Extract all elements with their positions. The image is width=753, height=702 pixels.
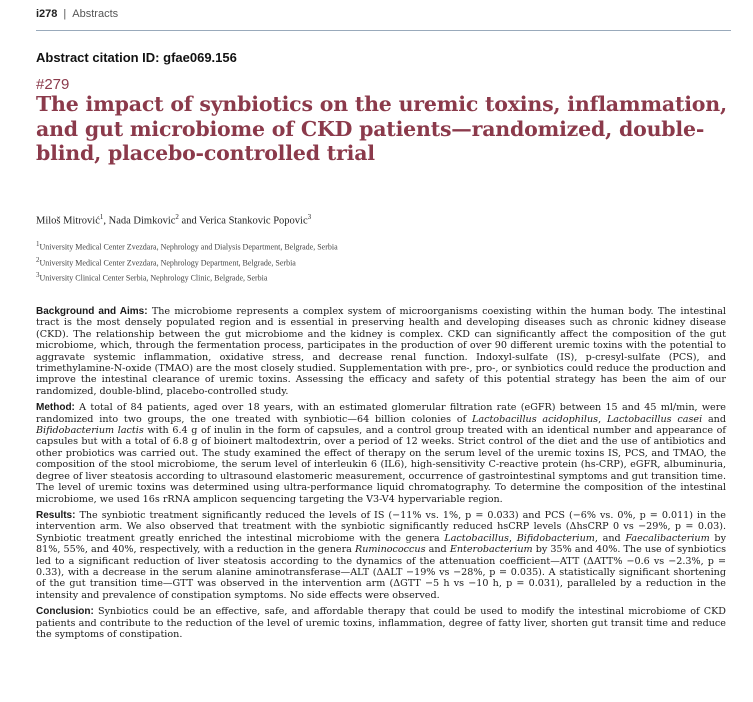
author-list: Miloš Mitrović$^1$, Nada Dimkovic$^2$ and Verica Stankovic Popovic$^3$ (36, 213, 312, 227)
abstract-body (36, 306, 726, 645)
affiliation-list (36, 238, 338, 285)
author-name: Verica Stankovic Popovic (199, 215, 308, 227)
abstract-number: #279 (36, 76, 70, 93)
running-header (36, 8, 717, 20)
affiliation: $^2$University Medical Center Zvezdara, Nephrology Department, Belgrade, Serbia (36, 255, 296, 268)
author-affiliation-mark: 3 (307, 213, 312, 221)
section-label: Conclusion: (36, 606, 94, 618)
section-label: Results: (36, 509, 76, 521)
page-number: i278 (36, 8, 58, 20)
author-name: Nada Dimkovic (108, 215, 176, 227)
affiliation: $^3$University Clinical Center Serbia, Nephrology Clinic, Belgrade, Serbia (36, 271, 268, 283)
citation-id: Abstract citation ID: gfae069.156 (36, 50, 237, 65)
method-section: Method: A total of 84 patients, aged over 18 years, with an estimated glomerular filtration rate (eGFR) between 15 and 45 ml/min, were randomized into two groups, the one treated with synbiotic—64 billion colonies of Lactobacillus acidophilus, Lactobacillus casei and Bifidobacterium lactis with 6.4 g of inulin in the form of capsules, and a control group treated with an identical number and appearance of capsules but with a total of 6.8 g of bioinert maltodextrin, over a period of 12 weeks. Strict control of the diet and the use of antibiotics and other probiotics was carried out. The study examined the effect of therapy on the serum level of the uremic toxins IS, PCS, and TMAO, the composition of the stool microbiome, the serum level of interleukin 6 (IL6), high-sensitivity C-reactive protein (hs-CRP), eGFR, albuminuria, degree of liver steatosis according to ultrasound elastomeric measurement, occurrence of gastrointestinal symptoms and gut transition time. The level of uremic toxins was determined using ultra-performance liquid chromatography. To determine the composition of the intestinal microbiome, we used 16s rRNA amplicon sequencing targeting the V3-V4 hypervariable region. (36, 402, 727, 505)
background-section: Background and Aims: The microbiome represents a complex system of microorganisms coexisting within the human body. The intestinal tract is the most densely populated region and is essential in preserving health and developing diseases such as chronic kidney disease (CKD). The relationship between the gut microbiome and the kidney is complex. CKD can significantly affect the composition of the gut microbiome, which, through the fermentation process, participates in the production of over 90 different uremic toxins with the potential to aggravate systemic inflammation, oxidative stress, and decrease renal function. Indoxyl-sulfate (IS), p-cresyl-sulfate (PCS), and trimethylamine-N-oxide (TMAO) are the most closely studied. Supplementation with pre-, pro-, or synbiotics could reduce the production and improve the intestinal clearance of uremic toxins. Assessing the efficacy and safety of this potential strategy has been the aim of our randomized, double-blind, placebo-controlled study. (36, 306, 726, 397)
header-rule (36, 30, 731, 31)
header-separator: | (63, 8, 67, 20)
abstract-title: The impact of synbiotics on the uremic toxins, inflammation, and gut microbiome of CKD patients—randomized, double-blind, placebo-controlled trial (36, 92, 727, 165)
results-section: Results: The synbiotic treatment significantly reduced the levels of IS (−11% vs. 1%, p = 0.033) and PCS (−6% vs. 0%, p = 0.011) in the intervention arm. We also observed that treatment with the synbiotic significantly reduced hsCRP levels (ΔhsCRP 0 vs −29%, p = 0.03). Synbiotic treatment greatly enriched the intestinal microbiome with the genera Lactobacillus, Bifidobacterium, and Faecalibacterium by 81%, 55%, and 40%, respectively, with a reduction in the genera Ruminococcus and Enterobacterium by 35% and 40%. The use of synbiotics led to a significant reduction of liver steatosis according to the dynamics of the attenuation coefficient—ATT (ΔATT% −0.6 vs −2.3%, p = 0.33), with a decrease in the serum alanine aminotransferase—ALT (ΔALT −19% vs −28%, p = 0.035). A statistically significant shortening of the gut transition time—GTT was observed in the intervention arm (ΔGTT −5 h vs −10 h, p = 0.031), paralleled by a reduction in the intensity and prevalence of constipation symptoms. No side effects were observed. (36, 509, 726, 601)
author-affiliation-mark: 2 (175, 213, 179, 221)
section-label: Method: (36, 402, 75, 414)
conclusion-section: Conclusion: Synbiotics could be an effective, safe, and affordable therapy that could be used to modify the intestinal microbiome of CKD patients and contribute to the reduction of the level of uremic toxins, inflammation, degree of fatty liver, shorten gut transit time and reduce the symptoms of constipation. (36, 606, 727, 640)
affiliation: $^1$University Medical Center Zvezdara, Nephrology and Dialysis Department, Belgrade, Serbia (36, 240, 338, 252)
author-name: Miloš Mitrović (36, 215, 100, 227)
section-name: Abstracts (72, 8, 119, 20)
section-label: Background and Aims: (36, 306, 148, 317)
author-affiliation-mark: 1 (99, 213, 104, 221)
